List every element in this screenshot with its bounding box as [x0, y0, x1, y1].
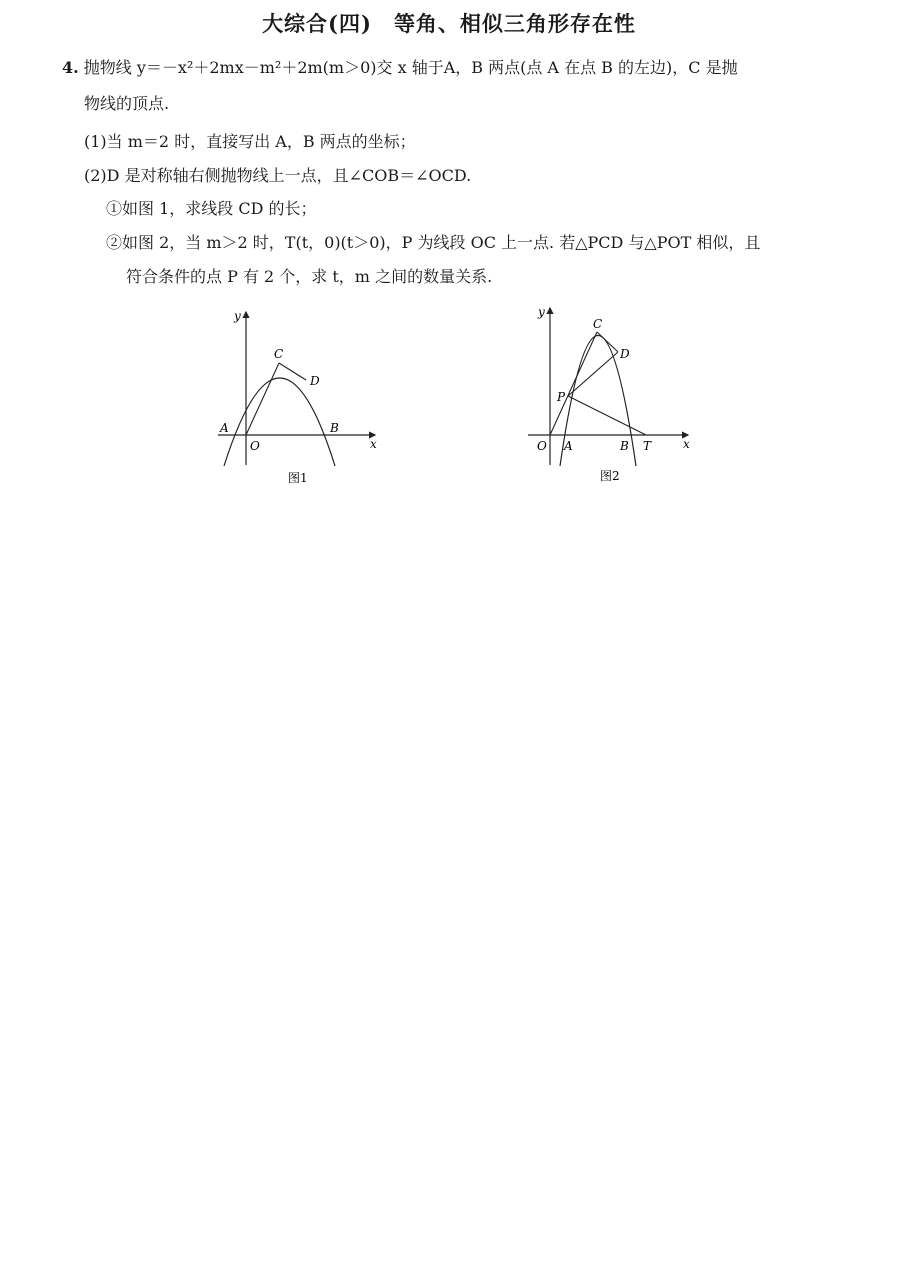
- label-a: A: [220, 421, 229, 435]
- figure-1-caption: 图1: [288, 471, 308, 485]
- label-y: y: [234, 309, 241, 323]
- segment-oc: [550, 332, 597, 435]
- problem-stem-line1: [62, 57, 738, 79]
- label-o: O: [537, 439, 547, 453]
- segment-oc: [246, 363, 279, 435]
- part-2-2-line1: ②如图 2，当 m＞2 时，T(t，0)(t＞0)，P 为线段 OC 上一点. 若△PCD 与△POT 相似，且: [106, 233, 761, 252]
- title-sub: 等角、相似三角形存在性: [393, 11, 636, 36]
- part-2-2-line2: 符合条件的点 P 有 2 个，求 t，m 之间的数量关系.: [126, 267, 493, 286]
- figure-1: [210, 300, 400, 490]
- label-c: C: [593, 317, 603, 331]
- label-c: C: [274, 347, 284, 361]
- label-b: B: [620, 439, 629, 453]
- segment-cd: [597, 332, 618, 352]
- title-main: 大综合(四): [262, 11, 372, 36]
- page-title: [0, 8, 898, 38]
- problem-stem-text-1: 抛物线 y＝－x²＋2mx－m²＋2m(m＞0)交 x 轴于A，B 两点(点 A 在点 B 的左边)，C 是抛: [83, 58, 738, 77]
- segment-pd: [568, 352, 618, 396]
- label-a: A: [564, 439, 573, 453]
- segment-cd: [279, 363, 306, 380]
- label-x: x: [370, 437, 377, 451]
- label-x: x: [683, 437, 690, 451]
- problem-stem-line2: 物线的顶点.: [84, 94, 170, 113]
- label-p: P: [557, 390, 566, 404]
- label-b: B: [330, 421, 339, 435]
- figure-2-caption: 图2: [600, 469, 620, 483]
- label-y: y: [538, 305, 545, 319]
- label-d: D: [310, 374, 320, 388]
- figure-2: [520, 300, 710, 490]
- part-2: (2)D 是对称轴右侧抛物线上一点，且∠COB＝∠OCD.: [84, 166, 472, 185]
- problem-number: 4.: [62, 58, 79, 77]
- parabola: [224, 378, 335, 466]
- label-t: T: [643, 439, 652, 453]
- label-d: D: [620, 347, 630, 361]
- segment-pt: [568, 396, 646, 435]
- part-1: (1)当 m＝2 时，直接写出 A，B 两点的坐标；: [84, 132, 416, 151]
- part-2-1: ①如图 1，求线段 CD 的长；: [106, 199, 317, 218]
- label-o: O: [250, 439, 260, 453]
